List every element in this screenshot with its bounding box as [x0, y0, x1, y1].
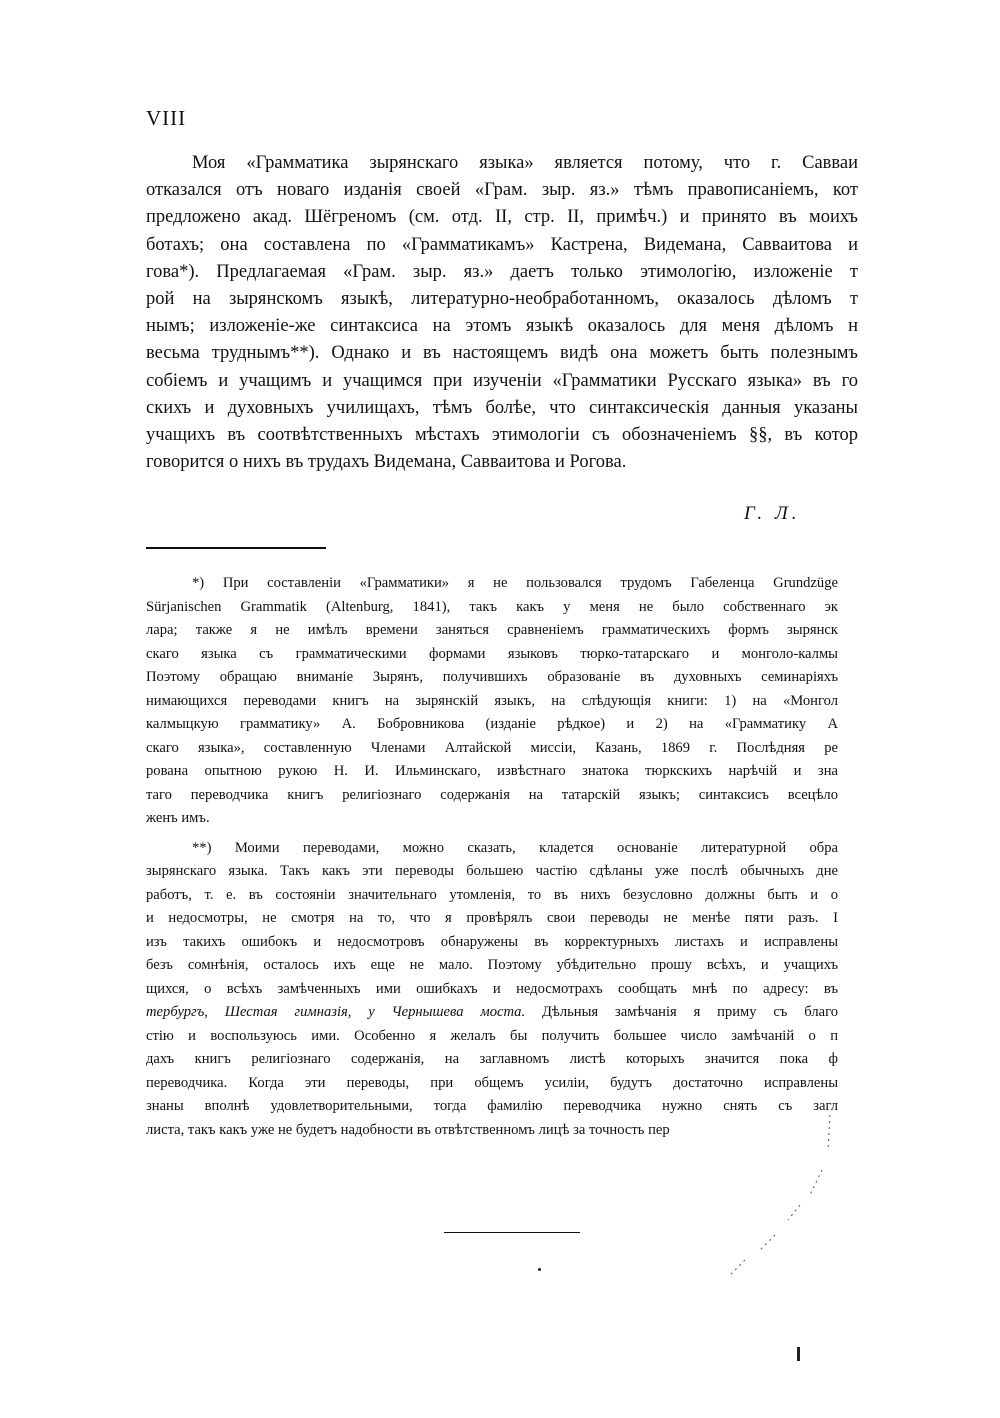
footnote-line: зырянскаго языка. Такъ какъ эти переводы большею частію сдѣланы уже послѣ обычныхъ дне [146, 863, 838, 879]
ink-dot [538, 1268, 541, 1271]
preface-line: нымъ; изложеніе-же синтаксиса на этомъ языкѣ оказалось для меня дѣломъ н [146, 316, 858, 337]
scan-artifact [700, 1110, 840, 1290]
footnote-line: дахъ книгъ религіознаго содержанія, на заглавномъ листѣ которыхъ значится пока ф [146, 1051, 838, 1067]
footnote-address: тербургъ, Шестая гимназія, у Чернышева моста. [146, 1004, 526, 1020]
footnote-line: скаго языка съ грамматическими формами языковъ тюрко-татарскаго и монголо-калмы [146, 645, 838, 662]
footnote-line: переводчика. Когда эти переводы, при общемъ усиліи, будутъ достаточно исправлены [146, 1074, 838, 1091]
preface-line: весьма труднымъ**). Однако и въ настоящемъ видѣ она можетъ быть полезнымъ [146, 343, 858, 364]
footnote-line: стію и воспользуюсь ими. Особенно я желалъ бы получить большее число замѣчаній о п [146, 1027, 838, 1044]
end-separator [444, 1232, 580, 1233]
preface-text [146, 150, 858, 476]
ink-mark [797, 1347, 800, 1361]
footnote-2 [146, 837, 838, 1143]
preface-line: отказался отъ новаго изданія своей «Грам. зыр. яз.» тѣмъ правописаніемъ, кот [146, 180, 858, 201]
preface-line: собіемъ и учащимъ и учащимся при изученіи «Грамматики Русскаго языка» въ го [146, 370, 858, 391]
footnote-line: и недосмотры, не смотря на то, что я провѣрялъ свои переводы не менѣе пяти разъ. I [146, 910, 838, 926]
preface-line: Моя «Грамматика зырянскаго языка» является потому, что г. Савваи [192, 153, 858, 173]
page-number: VIII [146, 106, 187, 130]
preface-line: гова*). Предлагаемая «Грам. зыр. яз.» даетъ только этимологію, изложеніе т [146, 261, 858, 282]
footnote-1 [146, 572, 838, 831]
footnote-line: Sürjanischen Grammatik (Altenburg, 1841), такъ какъ у меня не было собственнаго эк [146, 598, 838, 615]
footnote-line: *) При составленіи «Грамматики» я не пользовался трудомъ Габеленца Grundzüge [192, 575, 838, 591]
preface-line: рой на зырянскомъ языкѣ, литературно-необработанномъ, оказалось дѣломъ т [146, 288, 858, 309]
preface-line: скихъ и духовныхъ училищахъ, тѣмъ болѣе, что синтаксическія данныя указаны [146, 397, 858, 418]
footnote-line: калмыцкую грамматику» А. Бобровникова (изданіе рѣдкое) и 2) на «Грамматику А [146, 716, 838, 732]
footnote-address-rest: Дѣльныя замѣчанія я приму съ благо [525, 1004, 838, 1020]
footnotes [146, 572, 838, 1142]
footnote-line: таго переводчика книгъ религіознаго содержанія на татарскій языкъ; синтаксисъ всецѣло [146, 786, 838, 803]
footnote-line: нимающихся переводами книгъ на зырянскій языкъ, на слѣдующія книги: 1) на «Монгол [146, 692, 838, 709]
footnote-line: изъ такихъ ошибокъ и недосмотровъ обнаружены въ корректурныхъ листахъ и исправлены [146, 933, 838, 950]
footnote-line: Поэтому обращаю вниманіе Зырянъ, получившихъ образованіе въ духовныхъ семинаріяхъ [146, 669, 838, 685]
footnote-line: безъ сомнѣнія, осталось ихъ еще не мало. Поэтому убѣдительно прошу всѣхъ, и учащихъ [146, 957, 838, 973]
footnote-separator [146, 547, 326, 549]
footnote-line: женъ имъ. [146, 810, 210, 826]
footnote-line: рована опытною рукою Н. И. Ильминскаго, извѣстнаго знатока тюркскихъ нарѣчій и зна [146, 763, 838, 779]
footnote-line: листа, такъ какъ уже не будетъ надобности въ отвѣтственномъ лицѣ за точность пер [146, 1121, 670, 1138]
footnote-line: скаго языка», составленную Членами Алтайской миссіи, Казань, 1869 г. Послѣдняя ре [146, 739, 838, 756]
author-signature: Г. Л. [744, 503, 801, 524]
footnote-line: лара; также я не имѣлъ времени заняться сравненіемъ грамматическихъ формъ зырянск [146, 622, 838, 638]
footnote-line: **) Моими переводами, можно сказать, кладется основаніе литературной обра [192, 839, 838, 856]
footnote-line: работъ, т. е. въ состояніи значительнаго утомленія, то въ нихъ безусловно должны быть и о [146, 886, 838, 903]
footnote-address-line [146, 1001, 838, 1025]
preface-line: учащихъ въ соотвѣтственныхъ мѣстахъ этимологіи съ обозначеніемъ §§, въ котор [146, 424, 858, 445]
preface-line: предложено акад. Шёгреномъ (см. отд. II, стр. II, примѣч.) и принято въ моихъ [146, 207, 858, 228]
preface-line: говорится о нихъ въ трудахъ Видемана, Савваитова и Рогова. [146, 452, 627, 473]
preface-line: ботахъ; она составлена по «Грамматикамъ» Кастрена, Видемана, Савваитова и [146, 234, 858, 255]
footnote-line: знаны вполнѣ удовлетворительными, тогда фамилію переводчика нужно снять съ загл [146, 1098, 838, 1114]
footnote-line: щихся, о всѣхъ замѣченныхъ ими ошибкахъ и недосмотрахъ сообщать мнѣ по адресу: въ [146, 980, 838, 997]
